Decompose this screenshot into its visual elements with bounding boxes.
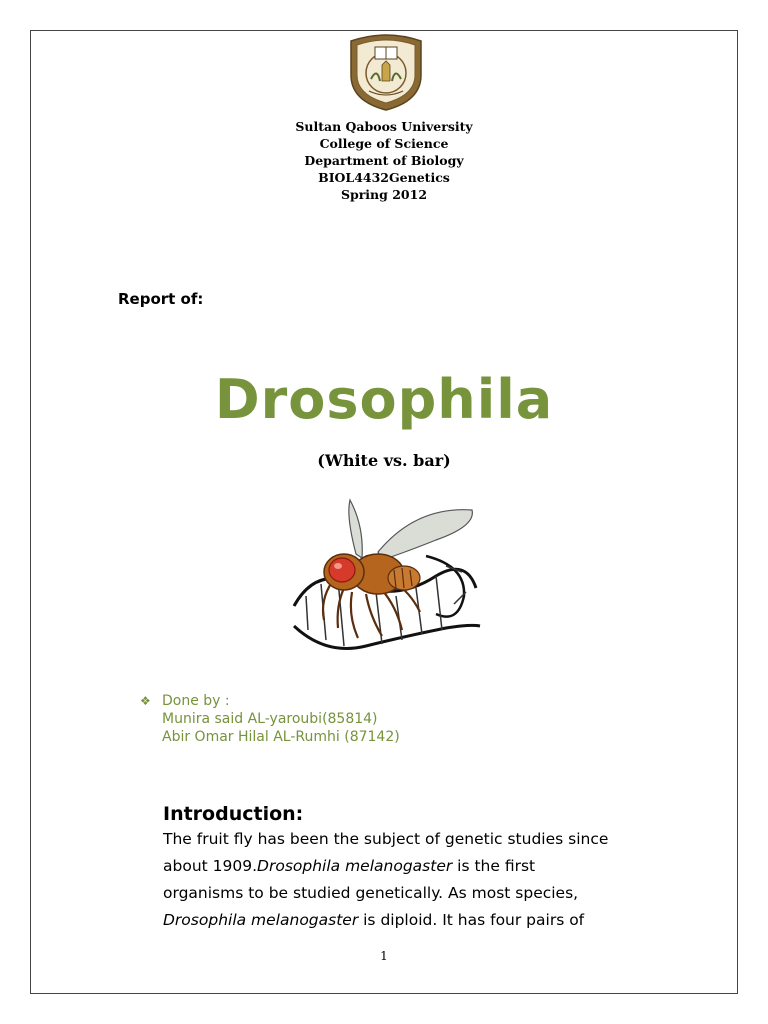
authors-label: Done by : (162, 693, 230, 709)
document-title: Drosophila (214, 368, 554, 431)
university-seal-icon (347, 31, 425, 111)
department-name: Department of Biology (304, 153, 464, 168)
term: Spring 2012 (340, 187, 428, 202)
paragraph-line: Drosophila melanogaster is diploid. It has four pairs of (163, 911, 585, 929)
paragraph-line: The fruit fly has been the subject of genetic studies since (163, 830, 609, 848)
document-subtitle: (White vs. bar) (317, 451, 451, 470)
author-name: Abir Omar Hilal AL-Rumhi (87142) (162, 729, 400, 745)
paragraph-line: about 1909.Drosophila melanogaster is the first (163, 857, 536, 875)
course-code: BIOL4432Genetics (318, 170, 450, 185)
page-number: 1 (380, 949, 388, 963)
college-name: College of Science (319, 136, 449, 151)
report-label: Report of: (118, 290, 204, 308)
fruit-fly-dna-illustration (286, 496, 482, 678)
university-header (0, 118, 768, 203)
author-name: Munira said AL-yaroubi(85814) (162, 711, 378, 727)
introduction-body (163, 826, 683, 934)
introduction-heading: Introduction: (163, 803, 304, 825)
paragraph-line: organisms to be studied genetically. As most species, (163, 884, 579, 902)
university-name: Sultan Qaboos University (295, 119, 473, 134)
diamond-bullet-icon: ❖ (140, 694, 151, 708)
